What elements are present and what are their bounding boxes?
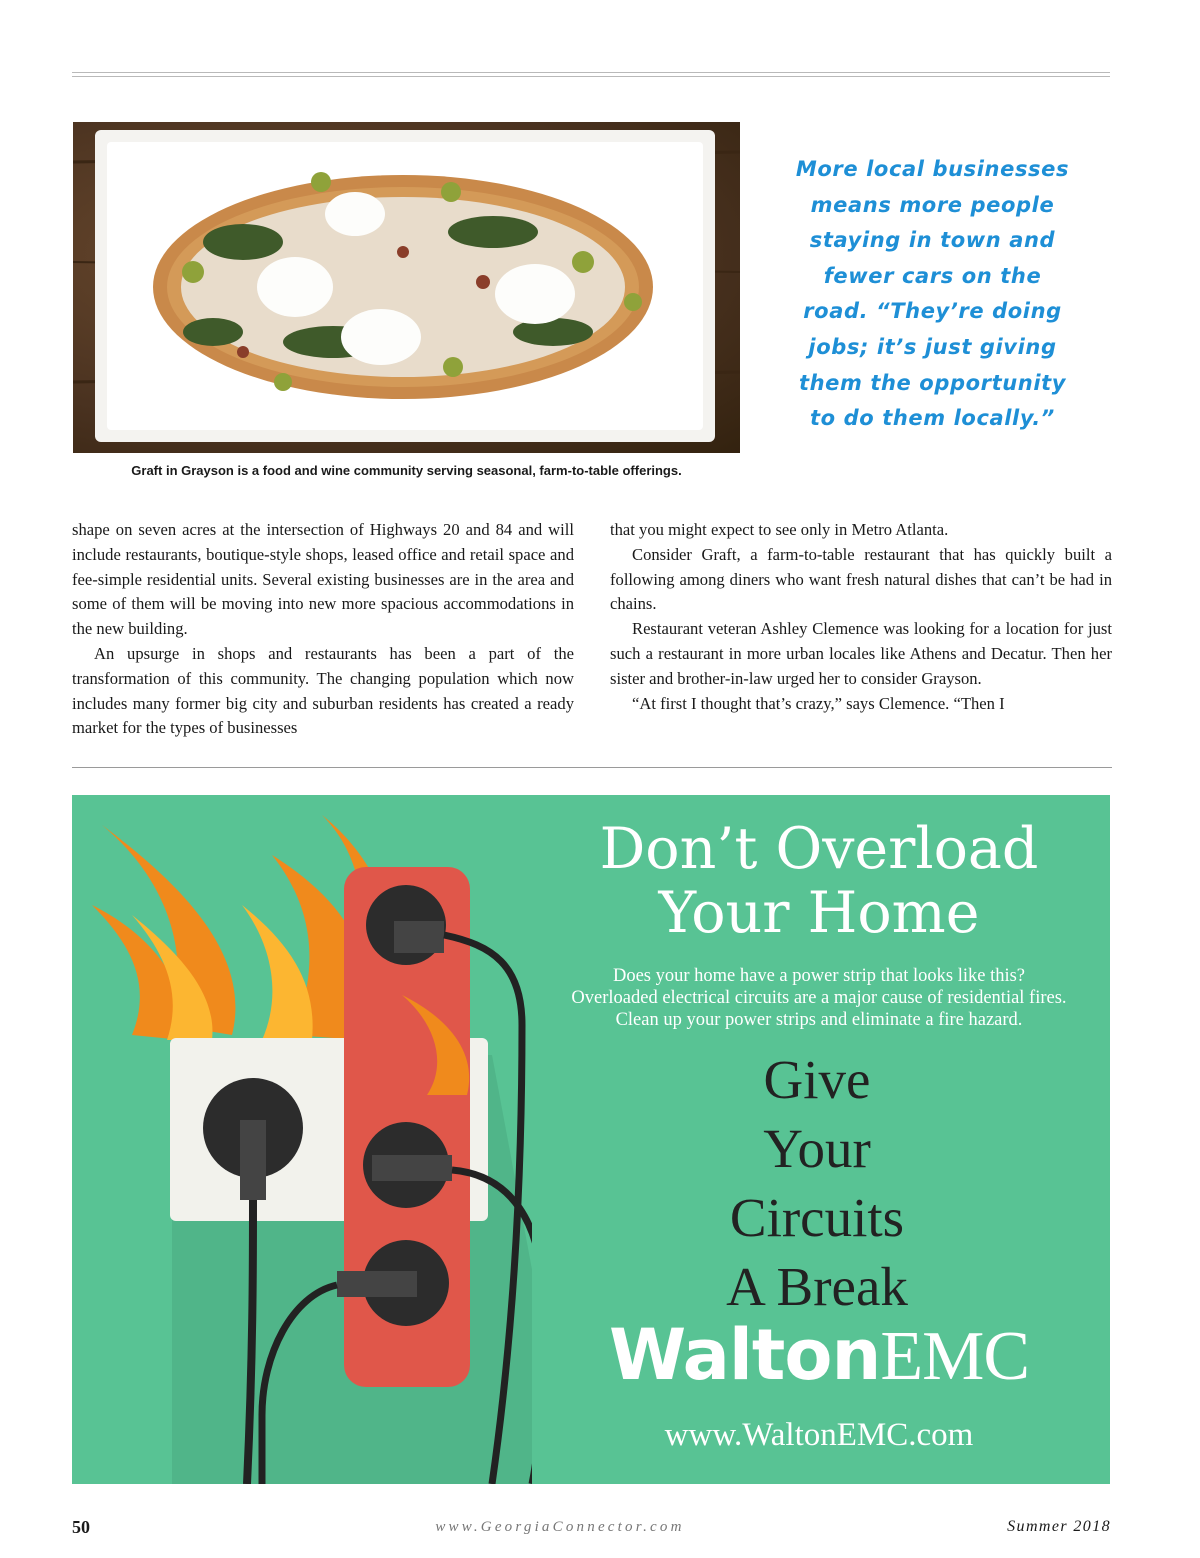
article-paragraph: An upsurge in shops and restaurants has been a part of the transformation of this community. The changing population which now includes many former big city and suburban residents has created a ready market for the types of businesses — [72, 643, 574, 738]
ad-slogan-line: Circuits — [729, 1187, 905, 1248]
pull-quote-line: More local businesses — [795, 157, 1070, 181]
ad-slogan — [632, 1045, 1002, 1321]
footer-site-link[interactable]: www.GeorgiaConnector.com — [435, 1519, 685, 1535]
ad-subtext-line: Does your home have a power strip that looks like this? — [612, 966, 1026, 986]
pull-quote-line: staying in town and — [809, 228, 1056, 253]
ad-subtext-line: Overloaded electrical circuits are a major cause of residential fires. — [571, 988, 1067, 1008]
power-strip-illustration — [72, 795, 532, 1484]
walton-emc-logo — [524, 1315, 1110, 1397]
pull-quote-line: road. “They’re doing — [803, 299, 1062, 324]
ad-url-link[interactable]: www.WaltonEMC.com — [664, 1417, 974, 1453]
pull-quote-line: them the opportunity — [798, 370, 1067, 395]
article-column-right — [610, 518, 1112, 716]
logo-walton: Walton — [608, 1314, 881, 1396]
article-paragraph: that you might expect to see only in Metro Atlanta. — [610, 520, 949, 539]
ad-subtext-line: Clean up your power strips and eliminate a fire hazard. — [615, 1010, 1023, 1030]
ad-headline — [524, 817, 1110, 945]
walton-emc-advertisement[interactable] — [72, 795, 1110, 1484]
pull-quote — [790, 152, 1075, 437]
pull-quote-line: jobs; it’s just giving — [808, 334, 1057, 359]
footer-issue: Summer 2018 — [1007, 1518, 1111, 1535]
top-rule — [72, 72, 1110, 80]
article-paragraph: shape on seven acres at the intersection of Highways 20 and 84 and will include restaurants, boutique-style shops, leased office and retail space and fee-simple residential units. Several existing businesses are in the area and some of them will be moving into new more spacious accommodations in the new building. — [72, 520, 574, 639]
logo-emc: EMC — [880, 1318, 1030, 1395]
ad-slogan-line: Your — [763, 1118, 871, 1179]
section-divider — [72, 767, 1112, 768]
pull-quote-line: means more people — [810, 192, 1055, 217]
photo-caption: Graft in Grayson is a food and wine community serving seasonal, farm-to-table offerings. — [131, 463, 682, 478]
page-number: 50 — [72, 1517, 90, 1537]
ad-slogan-line: A Break — [726, 1256, 908, 1317]
ad-subtext — [524, 965, 1110, 1031]
article-column-left — [72, 518, 574, 741]
ad-slogan-line: Give — [763, 1049, 871, 1110]
ad-headline-line: Your Home — [658, 880, 980, 946]
article-paragraph: Restaurant veteran Ashley Clemence was looking for a location for just such a restaurant in more urban locales like Athens and Decatur. Then her sister and brother-in-law urged her to consider Grayson. — [610, 619, 1112, 688]
article-paragraph: “At first I thought that’s crazy,” says Clemence. “Then I — [632, 693, 1005, 713]
ad-headline-line: Don’t Overload — [599, 816, 1039, 882]
food-photo — [73, 122, 740, 453]
pull-quote-line: fewer cars on the — [823, 263, 1042, 288]
pull-quote-line: to do them locally.” — [810, 406, 1055, 431]
article-paragraph: Consider Graft, a farm-to-table restaurant that has quickly built a following among diners who want fresh natural dishes that can’t be had in chains. — [610, 544, 1112, 614]
